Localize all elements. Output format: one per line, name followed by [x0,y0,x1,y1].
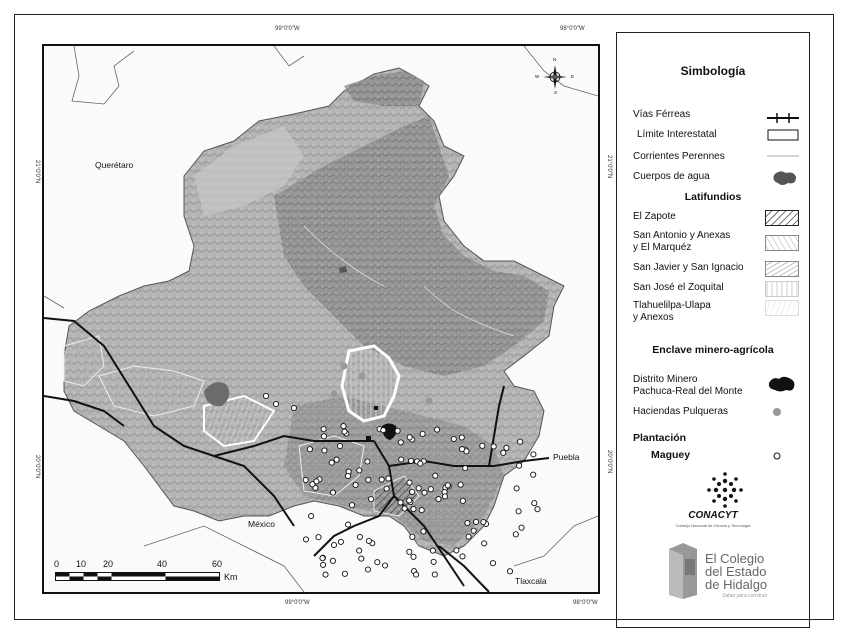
legend-haciendas-label: Haciendas Pulqueras [633,406,729,417]
maguey-marker [384,486,389,491]
label-puebla: Puebla [553,452,580,462]
colegio-logo-icon [667,543,701,599]
maguey-marker [395,428,400,433]
compass-w: W [535,74,540,79]
maguey-marker [414,572,419,577]
maguey-marker [481,519,486,524]
enclave-title: Enclave minero-agrícola [652,344,774,356]
coord-right-top: 21°0'0"N [606,155,612,179]
maguey-marker [309,514,314,519]
maguey-marker [411,506,416,511]
maguey-marker [531,452,536,457]
maguey-marker [346,522,351,527]
maguey-marker [464,449,469,454]
maguey-marker [460,498,465,503]
maguey-marker [369,497,374,502]
hacienda-dot-icon [772,407,782,417]
maguey-marker [433,473,438,478]
railway-symbol-icon [767,113,799,123]
maguey-marker [381,428,386,433]
san-jose-pattern-icon [765,281,799,297]
maguey-marker [518,439,523,444]
maguey-marker [532,501,537,506]
maguey-marker [338,539,343,544]
hacienda-marker [341,363,348,370]
conacyt-logo-icon [705,471,745,509]
maguey-marker [407,435,412,440]
maguey-marker [398,440,403,445]
maguey-marker [431,559,436,564]
legend-tlahuelilpa-line2: y Anexos [633,312,674,323]
maguey-marker [379,477,384,482]
maguey-marker [454,548,459,553]
compass-n: N [553,57,557,62]
maguey-marker [316,535,321,540]
conacyt-subtitle: Consejo Nacional de Ciencia y Tecnología [675,523,751,528]
label-tlaxcala: Tlaxcala [515,576,547,586]
maguey-marker [516,509,521,514]
maguey-marker [321,427,326,432]
label-queretaro: Querétaro [95,160,134,170]
maguey-marker [420,431,425,436]
maguey-marker [416,486,421,491]
maguey-marker [365,459,370,464]
maguey-marker [436,497,441,502]
maguey-marker [466,534,471,539]
coord-bottom-left: 99°0'0"W [285,600,310,606]
maguey-marker [342,429,347,434]
legend-san-antonio-line2: y El Marquéz [633,242,692,253]
maguey-marker [459,435,464,440]
legend-corrientes-label: Corrientes Perennes [633,151,725,162]
maguey-marker [366,538,371,543]
maguey-marker [451,436,456,441]
maguey-marker [432,572,437,577]
maguey-marker [480,443,485,448]
maguey-marker [402,506,407,511]
maguey-marker [428,487,433,492]
maguey-marker [445,483,450,488]
maguey-marker [435,427,440,432]
legend-el-zapote-label: El Zapote [633,211,676,222]
maguey-marker [531,472,536,477]
scale-tick-60: 60 [212,559,223,569]
coord-top-right: 98°0'0"W [560,26,585,32]
maguey-marker [458,482,463,487]
maguey-marker [320,556,325,561]
maguey-marker [322,448,327,453]
maguey-marker [330,490,335,495]
legend-cuerpos-label: Cuerpos de agua [633,171,710,182]
plantacion-title: Plantación [633,432,687,444]
legend-san-antonio-line1: San Antonio y Anexas [633,230,731,241]
maguey-marker [482,541,487,546]
maguey-marker [329,460,334,465]
scale-bar-graphic [55,572,221,582]
legend-distrito-line2: Pachuca-Real del Monte [633,386,743,397]
maguey-marker [442,494,447,499]
maguey-marker [321,562,326,567]
map-markers [44,46,598,592]
scale-unit: Km [224,572,238,582]
maguey-marker [507,569,512,574]
conacyt-name: CONACYT [688,510,738,521]
coord-left-top: 21°0'0"N [34,160,40,184]
maguey-marker [345,473,350,478]
maguey-marker [263,393,268,398]
san-javier-pattern-icon [765,261,799,277]
colegio-line1: El Colegio [705,551,765,566]
maguey-marker [517,463,522,468]
colegio-line2: del Estado [705,564,767,579]
maguey-marker [410,489,415,494]
scale-tick-20: 20 [103,559,114,569]
maguey-marker [330,558,335,563]
maguey-marker [398,500,403,505]
maguey-marker [303,477,308,482]
maguey-circle-icon [772,451,782,461]
legend-vias-ferreas-label: Vías Férreas [633,109,691,120]
scale-tick-10: 10 [76,559,87,569]
compass-e: E [571,74,575,79]
maguey-marker [321,434,326,439]
maguey-marker [514,486,519,491]
maguey-marker [359,556,364,561]
maguey-marker [342,571,347,576]
legend-san-antonio-label [633,230,730,254]
maguey-marker [422,490,427,495]
maguey-marker [383,563,388,568]
plantation-markers [44,46,598,592]
maguey-marker [291,405,296,410]
maguey-marker [513,532,518,537]
coord-bottom-right: 98°0'0"W [573,600,598,606]
maguey-marker [337,443,342,448]
maguey-marker [323,572,328,577]
maguey-marker [410,534,415,539]
maguey-marker [375,560,380,565]
hacienda-marker [426,398,433,405]
colegio-motto: Saber para construir [722,593,768,599]
map-panel[interactable] [42,44,600,594]
maguey-label: Maguey [651,449,691,461]
maguey-marker [418,461,423,466]
river-symbol-icon [767,153,799,159]
coord-top-left: 99°0'0"W [275,26,300,32]
hacienda-marker [331,391,338,398]
maguey-marker [357,534,362,539]
maguey-marker [365,567,370,572]
maguey-marker [430,548,435,553]
maguey-marker [421,529,426,534]
maguey-marker [463,466,468,471]
maguey-marker [303,537,308,542]
maguey-marker [357,468,362,473]
tlahuelilpa-pattern-icon [765,300,799,316]
maguey-marker [419,508,424,513]
legend-tlahuelilpa-line1: Tlahuelilpa-Ulapa [633,300,711,311]
maguey-marker [460,554,465,559]
maguey-marker [310,482,315,487]
maguey-marker [411,554,416,559]
maguey-marker [491,444,496,449]
scale-tick-0: 0 [54,559,60,569]
maguey-marker [353,482,358,487]
latifundios-title: Latifundios [684,191,742,203]
water-symbol-icon [772,169,798,187]
hacienda-marker [359,373,366,380]
legend-panel [616,32,810,628]
maguey-marker [519,525,524,530]
maguey-marker [465,520,470,525]
compass-rose [535,57,575,95]
maguey-marker [504,445,509,450]
compass-s: S [554,90,558,95]
maguey-marker [535,507,540,512]
maguey-marker [349,503,354,508]
maguey-marker [386,476,391,481]
coord-left-bottom: 20°0'0"N [34,455,40,479]
legend-limite-label: Límite Interestatal [637,129,717,140]
maguey-marker [490,561,495,566]
maguey-marker [357,548,362,553]
maguey-marker [341,424,346,429]
legend-san-jose-label: San José el Zoquital [633,282,724,293]
maguey-marker [334,457,339,462]
boundary-symbol-icon [767,129,799,141]
legend-san-javier-label: San Javier y San Ignacio [633,262,744,273]
mining-symbol-icon [767,375,797,393]
legend-title: Simbología [680,64,746,78]
maguey-marker [331,542,336,547]
scale-tick-40: 40 [157,559,168,569]
legend-tlahuelilpa-label [633,300,711,324]
maguey-marker [407,498,412,503]
maguey-marker [307,447,312,452]
compass-icon [540,62,570,92]
san-antonio-pattern-icon [765,235,799,251]
label-mexico: México [248,519,275,529]
maguey-marker [399,457,404,462]
maguey-marker [474,519,479,524]
legend-distrito-line1: Distrito Minero [633,374,698,385]
colegio-line3: de Hidalgo [705,577,768,592]
maguey-marker [273,401,278,406]
maguey-marker [407,480,412,485]
maguey-marker [408,458,413,463]
maguey-marker [407,549,412,554]
el-zapote-pattern-icon [765,210,799,226]
maguey-marker [501,450,506,455]
maguey-marker [471,528,476,533]
maguey-marker [366,477,371,482]
legend-distrito-minero-label [633,374,743,398]
coord-right-bottom: 20°0'0"N [606,450,612,474]
